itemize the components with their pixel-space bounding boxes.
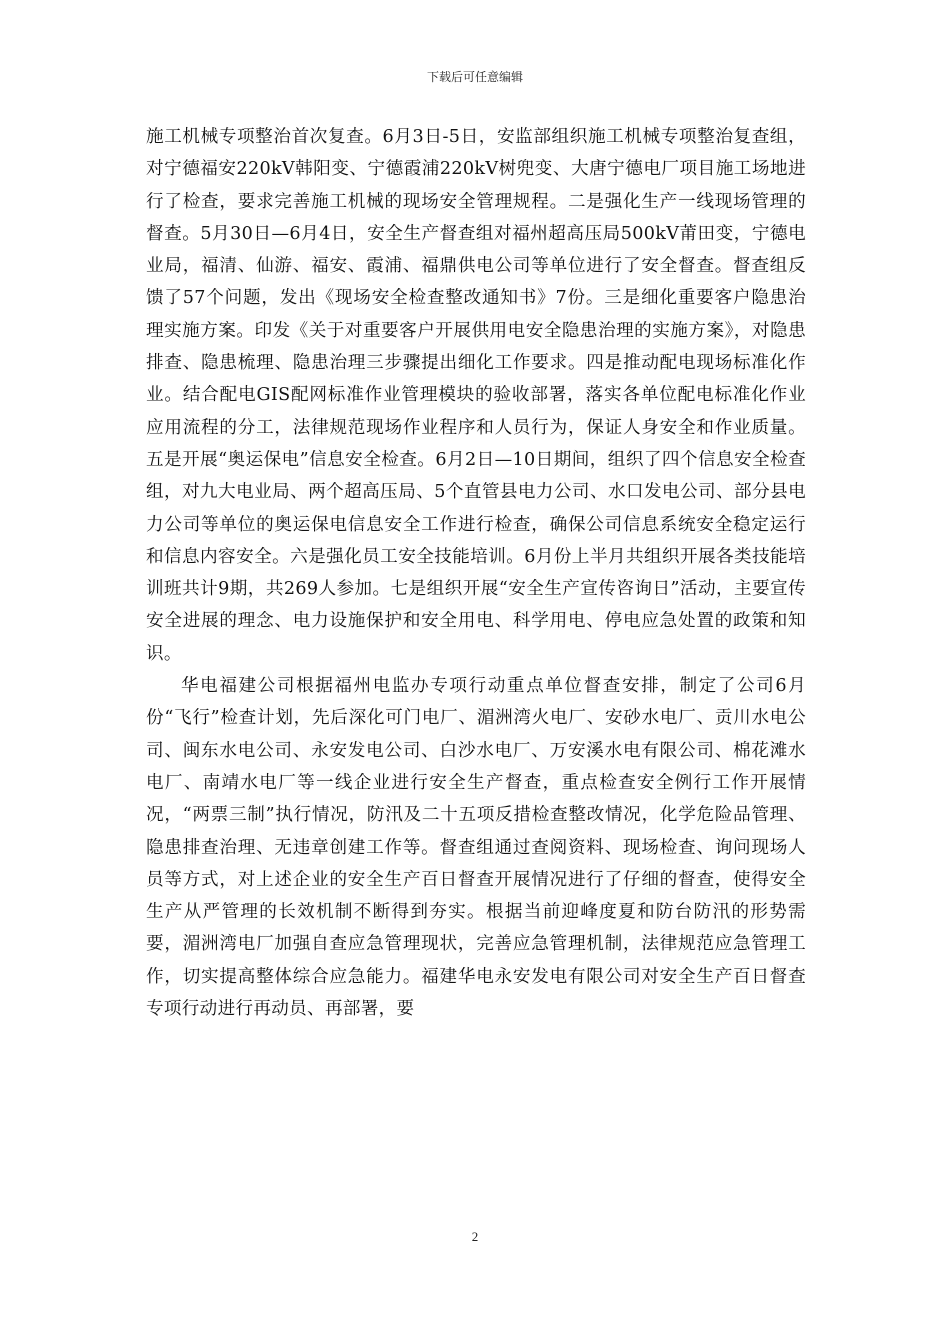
paragraph-huadian-fujian: 华电福建公司根据福州电监办专项行动重点单位督查安排，制定了公司6月份“飞行”检查计划，先后深化可门电厂、湄洲湾火电厂、安砂水电厂、贡川水电公司、闽东水电公司、永安发电公司、白沙水电厂、万安溪水电有限公司、棉花滩水电厂、南靖水电厂等一线企业进行安全生产督查，重点检查安全例行工作开展情况，“两票三制”执行情况，防汛及二十五项反措检查整改情况，化学危险品管理、隐患排查治理、无违章创建工作等。督查组通过查阅资料、现场检查、询问现场人员等方式，对上述企业的安全生产百日督查开展情况进行了仔细的督查，使得安全生产从严管理的长效机制不断得到夯实。根据当前迎峰度夏和防台防汛的形势需要，湄洲湾电厂加强自查应急管理现状，完善应急管理机制，法律规范应急管理工作，切实提高整体综合应急能力。福建华电永安发电有限公司对安全生产百日督查专项行动进行再动员、再部署，要 xyxy=(146,676,806,1020)
document-body xyxy=(146,121,806,1025)
page-number: 2 xyxy=(471,1229,479,1244)
paragraph-continued: 施工机械专项整治首次复查。6月3日-5日，安监部组织施工机械专项整治复查组，对宁德福安220kV韩阳变、宁德霞浦220kV树兜变、大唐宁德电厂项目施工场地进行了检查，要求完善施工机械的现场安全管理规程。二是强化生产一线现场管理的督查。5月30日—6月4日，安全生产督查组对福州超高压局500kV莆田变，宁德电业局，福清、仙游、福安、霞浦、福鼎供电公司等单位进行了安全督查。督查组反馈了57个问题，发出《现场安全检查整改通知书》7份。三是细化重要客户隐患治理实施方案。印发《关于对重要客户开展供用电安全隐患治理的实施方案》，对隐患排查、隐患梳理、隐患治理三步骤提出细化工作要求。四是推动配电现场标准化作业。结合配电GIS配网标准作业管理模块的验收部署，落实各单位配电标准化作业应用流程的分工，法律规范现场作业程序和人员行为，保证人身安全和作业质量。五是开展“奥运保电”信息安全检查。6月2日—10日期间，组织了四个信息安全检查组，对九大电业局、两个超高压局、5个直管县电力公司、水口发电公司、部分县电力公司等单位的奥运保电信息安全工作进行检查，确保公司信息系统安全稳定运行和信息内容安全。六是强化员工安全技能培训。6月份上半月共组织开展各类技能培训班共计9期，共269人参加。七是组织开展“安全生产宣传咨询日”活动，主要宣传安全进展的理念、电力设施保护和安全用电、科学用电、停电应急处置的政策和知识。 xyxy=(146,127,806,664)
page-header: 下载后可任意编辑 xyxy=(426,70,523,84)
